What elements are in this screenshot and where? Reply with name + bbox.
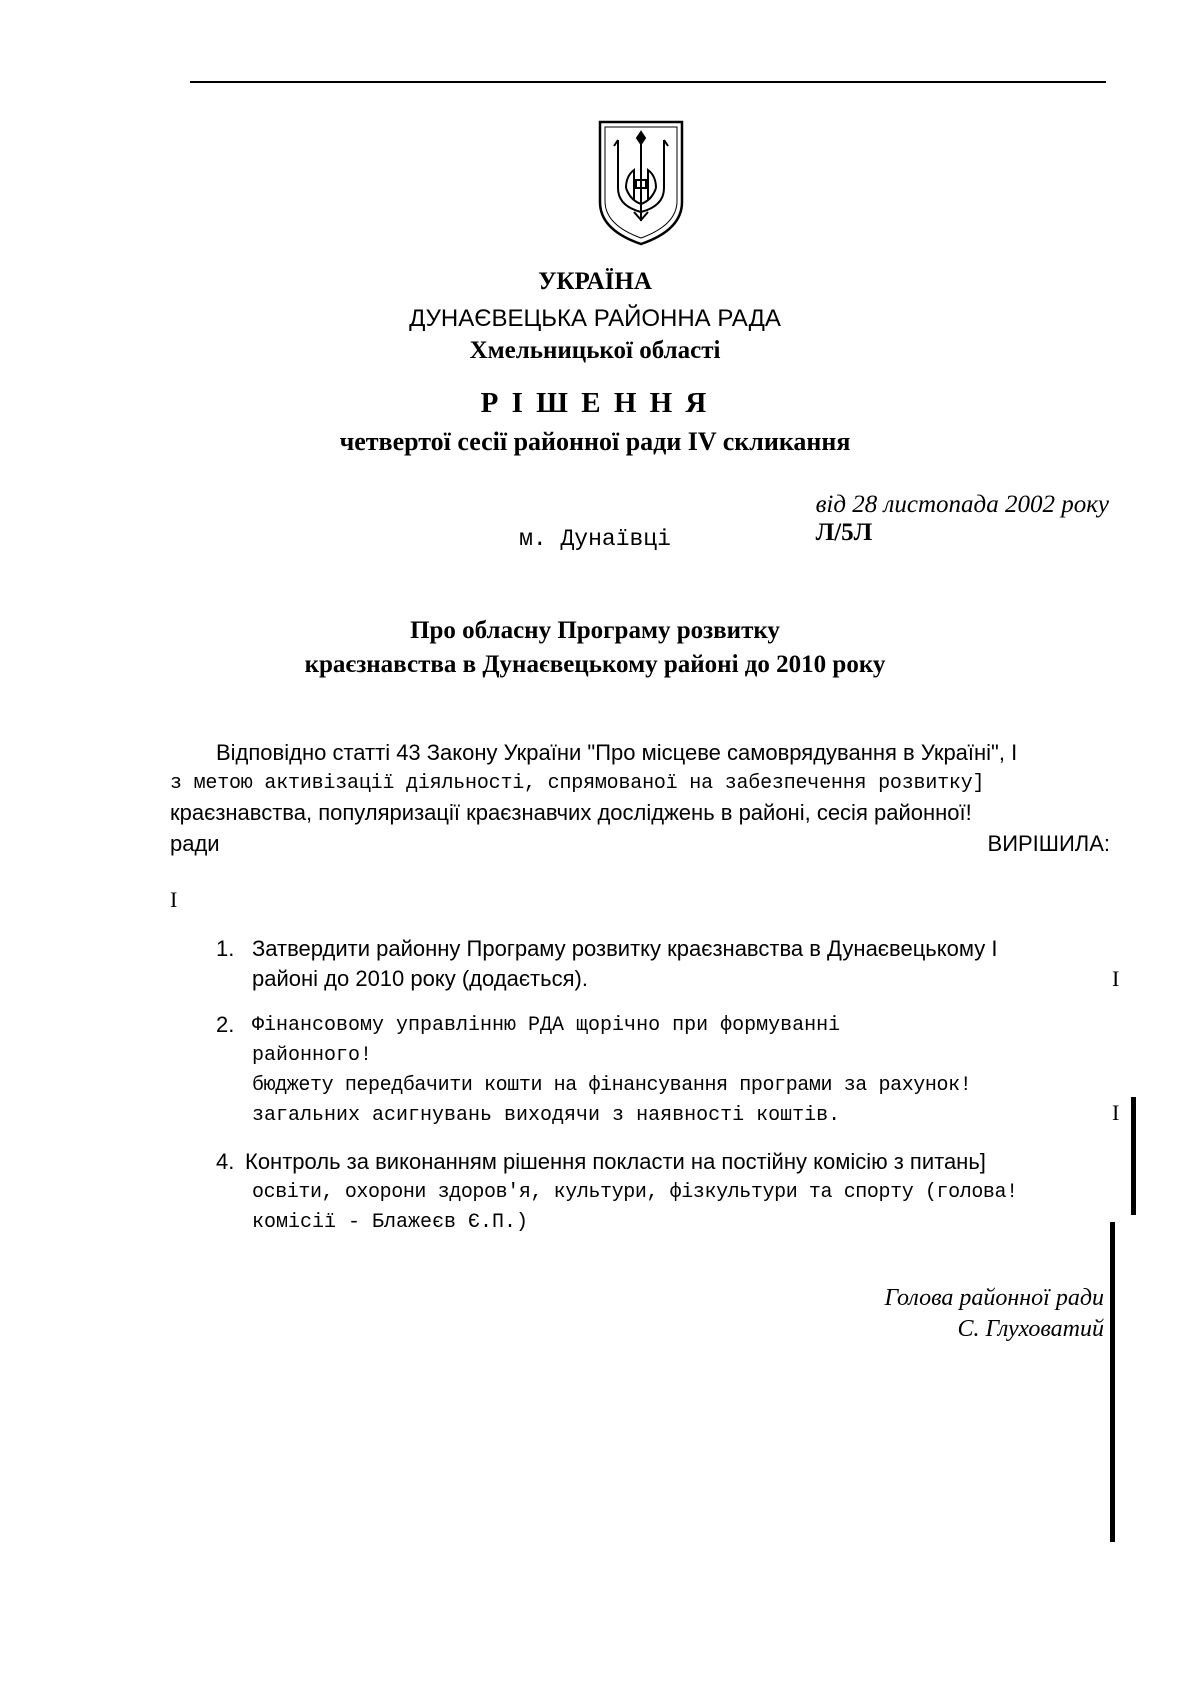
item-4-line-3: комісії - Блажеєв Є.П.) [252,1211,529,1234]
signature-position: Голова районної ради [884,1285,1104,1311]
decision-date: від 28 листопада 2002 року [815,491,1109,518]
stray-mark: І [170,887,178,912]
signature-name: С. Глуховатий [957,1316,1104,1342]
preamble-line-4-left: ради [170,831,220,856]
subject-line-2: краєзнавства в Дунаєвецькому районі до 2010 року [304,651,886,678]
city-name: м. Дунаївці [519,526,671,552]
item-1-line-1: Затвердити районну Програму розвитку краєзнавства в Дунаєвецькому І [252,936,998,961]
margin-bar-upper [1131,1097,1136,1215]
decision-title: Р І Ш Е Н Н Я [480,387,710,419]
top-rule [190,81,1106,83]
item-1-line-2: районі до 2010 року (додається). [252,966,588,991]
subject-line-1: Про обласну Програму розвитку [410,617,780,644]
decision-number: Л/5Л [815,519,873,546]
preamble-decided: ВИРІШИЛА: [987,831,1110,856]
margin-bar-lower [1110,1222,1115,1542]
item-2-line-3: бюджету передбачити кошти на фінансування програми за рахунок! [252,1074,972,1097]
region-name: Хмельницької області [469,337,721,364]
preamble-line-3: краєзнавства, популяризації краєзнавчих досліджень в районі, сесія районної! [170,800,972,825]
item-1-trailing-mark: І [1112,966,1120,991]
preamble-line-2: з метою активізації діяльності, спрямованої на забезпечення розвитку] [170,772,985,795]
country-title: УКРАЇНА [538,268,652,295]
item-1-number: 1. [216,936,235,961]
item-2-trailing-mark: І [1112,1100,1120,1125]
coat-of-arms-icon [596,118,686,248]
council-name: ДУНАЄВЕЦЬКА РАЙОННА РАДА [409,305,781,332]
preamble-line-1: Відповідно статті 43 Закону України "Про місцеве самоврядування в Україні", І [216,740,1018,765]
item-2-line-1: Фінансовому управлінню РДА щорічно при формуванні [252,1014,841,1037]
item-2-line-2: районного! [252,1044,373,1067]
session-line: четвертої сесії районної ради ІV скликання [339,427,851,456]
item-4-line-1: Контроль за виконанням рішення покласти на постійну комісію з питань] [245,1149,986,1174]
item-4-line-2: освіти, охорони здоров'я, культури, фізкультури та спорту (голова! [252,1181,1018,1204]
item-2-line-4: загальних асигнувань виходячи з наявності коштів. [252,1104,841,1127]
item-4-number: 4. [216,1149,235,1174]
item-2-number: 2. [216,1012,235,1037]
